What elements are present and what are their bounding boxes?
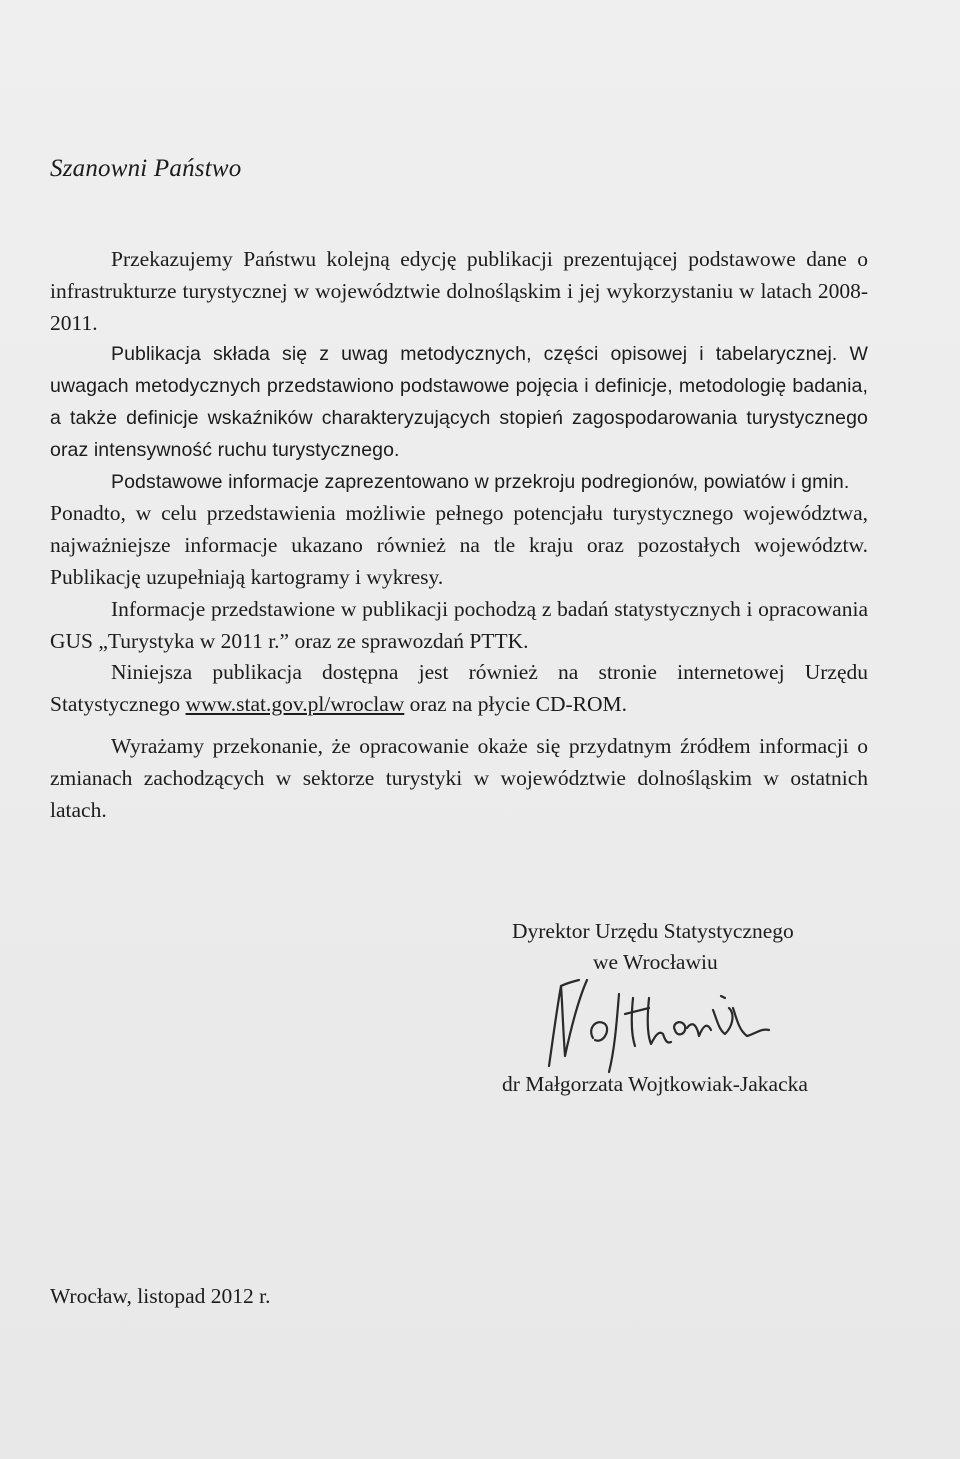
signatory-name: dr Małgorzata Wojtkowiak-Jakacka	[502, 1072, 808, 1096]
handwritten-signature	[535, 968, 795, 1078]
paragraph-closing: Wyrażamy przekonanie, że opracowanie okaże się przydatnym źródłem informacji o zmianach zachodzących w sektorze turystyki w województwie dolnośląskim w ostatnich latach.	[50, 733, 868, 822]
availability-text-before: Niniejsza publikacja dostępna jest również na stronie internetowej Urzędu Statystycznego	[50, 660, 868, 717]
signatory-title-line2: we Wrocławiu	[593, 950, 718, 974]
paragraph-sources: Informacje przedstawione w publikacji pochodzą z badań statystycznych i opracowania GUS „Turystyka w 2011 r.” oraz ze sprawozdań PTTK.	[50, 596, 868, 653]
signatory-title-line1: Dyrektor Urzędu Statystycznego	[512, 919, 794, 943]
paragraph-intro: Przekazujemy Państwu kolejną edycję publikacji prezentującej podstawowe dane o infrastrukturze turystycznej w województwie dolnośląskim i jej wykorzystaniu w latach 2008-2011.	[50, 247, 868, 335]
paragraph-structure: Publikacja składa się z uwag metodycznych, części opisowej i tabelarycznej. W uwagach metodycznych przedstawiono podstawowe pojęcia i definicje, metodologię badania, a także definicje wskaźników charakteryzujących stopień zagospodarowania turystycznego oraz intensywność ruchu turystycznego.	[50, 343, 868, 461]
availability-text-after: oraz na płycie CD-ROM.	[404, 692, 628, 717]
paragraph-availability	[50, 657, 868, 721]
salutation-heading: Szanowni Państwo	[50, 155, 242, 182]
letter-body	[50, 244, 868, 826]
paragraph-scope: Ponadto, w celu przedstawienia możliwie pełnego potencjału turystycznego województwa, najważniejsze informacje ukazano również na tle kraju oraz pozostałych województw. Publikację uzupełniają kartogramy i wykresy.	[50, 501, 868, 589]
website-link[interactable]: www.stat.gov.pl/wroclaw	[185, 692, 405, 717]
place-and-date: Wrocław, listopad 2012 r.	[50, 1284, 271, 1308]
paragraph-regions: Podstawowe informacje zaprezentowano w przekroju podregionów, powiatów i gmin.	[111, 470, 850, 493]
